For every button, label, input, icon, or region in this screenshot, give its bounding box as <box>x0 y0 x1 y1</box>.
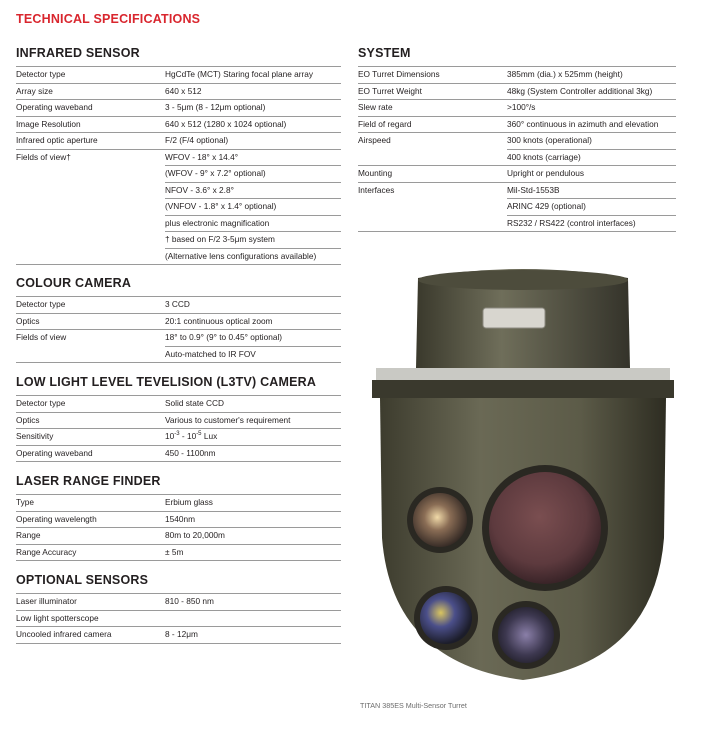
spec-label: Type <box>16 497 34 507</box>
l3tv-camera-heading: LOW LIGHT LEVEL TEVELISION (L3TV) CAMERA <box>16 375 317 389</box>
spec-value <box>165 611 341 627</box>
optional-sensors-heading: OPTIONAL SENSORS <box>16 573 149 587</box>
system-heading: SYSTEM <box>358 46 411 60</box>
spec-row <box>16 446 341 463</box>
spec-value: (Alternative lens configurations available) <box>165 250 317 261</box>
spec-value: 48kg (System Controller additional 3kg) <box>507 85 653 96</box>
spec-label: Mounting <box>358 168 393 178</box>
spec-row-interfaces <box>358 183 676 233</box>
spec-row <box>16 314 341 331</box>
spec-label: EO Turret Dimensions <box>358 69 440 79</box>
spec-row <box>358 67 676 84</box>
spec-value: Erbium glass <box>165 497 213 507</box>
spec-label: Array size <box>16 85 53 96</box>
page-title: TECHNICAL SPECIFICATIONS <box>16 12 201 26</box>
spec-row <box>16 528 341 545</box>
turret-image <box>358 268 688 688</box>
spec-row-airspeed <box>358 133 676 166</box>
spec-value: Mil-Std-1553B <box>507 183 676 200</box>
spec-row <box>16 396 341 413</box>
spec-value: HgCdTe (MCT) Staring focal plane array <box>165 69 314 79</box>
spec-label: Low light spotterscope <box>16 612 99 623</box>
spec-label: Field of regard <box>358 118 412 129</box>
spec-value: 450 - 1100nm <box>165 447 216 458</box>
spec-value: ARINC 429 (optional) <box>507 199 676 216</box>
spec-value: (WFOV - 9° x 7.2° optional) <box>165 166 341 183</box>
spec-row <box>16 133 341 150</box>
spec-row <box>16 117 341 134</box>
spec-row <box>16 611 341 628</box>
spec-row <box>358 117 676 134</box>
laser-range-finder-section <box>16 473 341 561</box>
spec-value: 3 CCD <box>165 299 190 309</box>
spec-label: Operating wavelength <box>16 513 97 524</box>
spec-row-fields-of-view <box>16 330 341 363</box>
spec-label: Detector type <box>16 69 66 79</box>
spec-row-fields-of-view <box>16 150 341 266</box>
spec-label: Range Accuracy <box>16 546 77 557</box>
spec-row <box>16 545 341 562</box>
spec-value: NFOV - 3.6° x 2.8° <box>165 183 341 200</box>
spec-label: Infrared optic aperture <box>16 135 98 145</box>
spec-label: Range <box>16 530 41 540</box>
spec-value: plus electronic magnification <box>165 216 341 233</box>
spec-value: 360° continuous in azimuth and elevation <box>507 118 659 129</box>
spec-row <box>16 413 341 430</box>
spec-label: Interfaces <box>358 184 395 195</box>
spec-value: 80m to 20,000m <box>165 530 225 540</box>
spec-row <box>16 627 341 644</box>
spec-value: 640 x 512 <box>165 85 202 96</box>
spec-value: (VNFOV - 1.8° x 1.4° optional) <box>165 199 341 216</box>
spec-label: Detector type <box>16 299 66 309</box>
spec-row-sensitivity <box>16 429 341 446</box>
spec-row <box>16 100 341 117</box>
spec-value: $10^{-3} - 10^{-5}$ Lux <box>165 431 218 441</box>
spec-label: EO Turret Weight <box>358 85 422 96</box>
spec-value: 8 - 12μm <box>165 629 198 639</box>
spec-value: >100°/s <box>507 102 536 112</box>
spec-value: 20:1 continuous optical zoom <box>165 315 273 326</box>
spec-value: Auto-matched to IR FOV <box>165 348 256 359</box>
spec-value: 810 - 850 nm <box>165 596 214 606</box>
spec-row <box>16 84 341 101</box>
spec-label: Slew rate <box>358 102 393 112</box>
spec-label: Detector type <box>16 398 66 408</box>
spec-row <box>16 297 341 314</box>
spec-label: Laser illuminator <box>16 596 77 606</box>
spec-label: Uncooled infrared camera <box>16 629 112 639</box>
spec-label: Fields of view <box>16 332 67 342</box>
spec-value: 18° to 0.9° (9° to 0.45° optional) <box>165 330 341 347</box>
spec-label: Image Resolution <box>16 118 81 129</box>
spec-label: Optics <box>16 414 40 425</box>
optional-sensors-section <box>16 572 341 644</box>
spec-label: Optics <box>16 315 40 326</box>
image-caption: TITAN 385ES Multi-Sensor Turret <box>360 701 467 710</box>
spec-value: Various to customer's requirement <box>165 414 291 425</box>
spec-value: F/2 (F/4 optional) <box>165 135 229 145</box>
spec-value: Upright or pendulous <box>507 168 585 178</box>
spec-label: Fields of view† <box>16 151 71 162</box>
spec-label: Sensitivity <box>16 431 54 441</box>
spec-value: † based on F/2 3-5μm system <box>165 232 341 249</box>
spec-value: WFOV - 18° x 14.4° <box>165 150 341 167</box>
spec-row <box>358 166 676 183</box>
spec-value: Solid state CCD <box>165 398 225 408</box>
spec-value: 300 knots (operational) <box>507 133 676 150</box>
system-section <box>358 45 676 232</box>
spec-label: Operating waveband <box>16 102 93 112</box>
spec-value: RS232 / RS422 (control interfaces) <box>507 217 636 228</box>
l3tv-camera-section <box>16 374 341 462</box>
spec-row <box>16 512 341 529</box>
spec-row <box>358 100 676 117</box>
colour-camera-section <box>16 275 341 363</box>
spec-row <box>16 594 341 611</box>
spec-value: ± 5m <box>165 546 184 557</box>
spec-value: 640 x 512 (1280 x 1024 optional) <box>165 118 287 129</box>
spec-row <box>16 495 341 512</box>
laser-range-finder-heading: LASER RANGE FINDER <box>16 474 161 488</box>
infrared-sensor-heading: INFRARED SENSOR <box>16 46 140 60</box>
colour-camera-heading: COLOUR CAMERA <box>16 276 132 290</box>
infrared-sensor-section <box>16 45 341 265</box>
spec-row <box>16 67 341 84</box>
spec-row <box>358 84 676 101</box>
spec-value: 3 - 5μm (8 - 12μm optional) <box>165 102 266 112</box>
spec-label: Operating waveband <box>16 447 93 458</box>
spec-label: Airspeed <box>358 135 391 145</box>
spec-value: 400 knots (carriage) <box>507 151 581 162</box>
spec-value: 385mm (dia.) x 525mm (height) <box>507 69 623 79</box>
spec-value: 1540nm <box>165 513 195 524</box>
